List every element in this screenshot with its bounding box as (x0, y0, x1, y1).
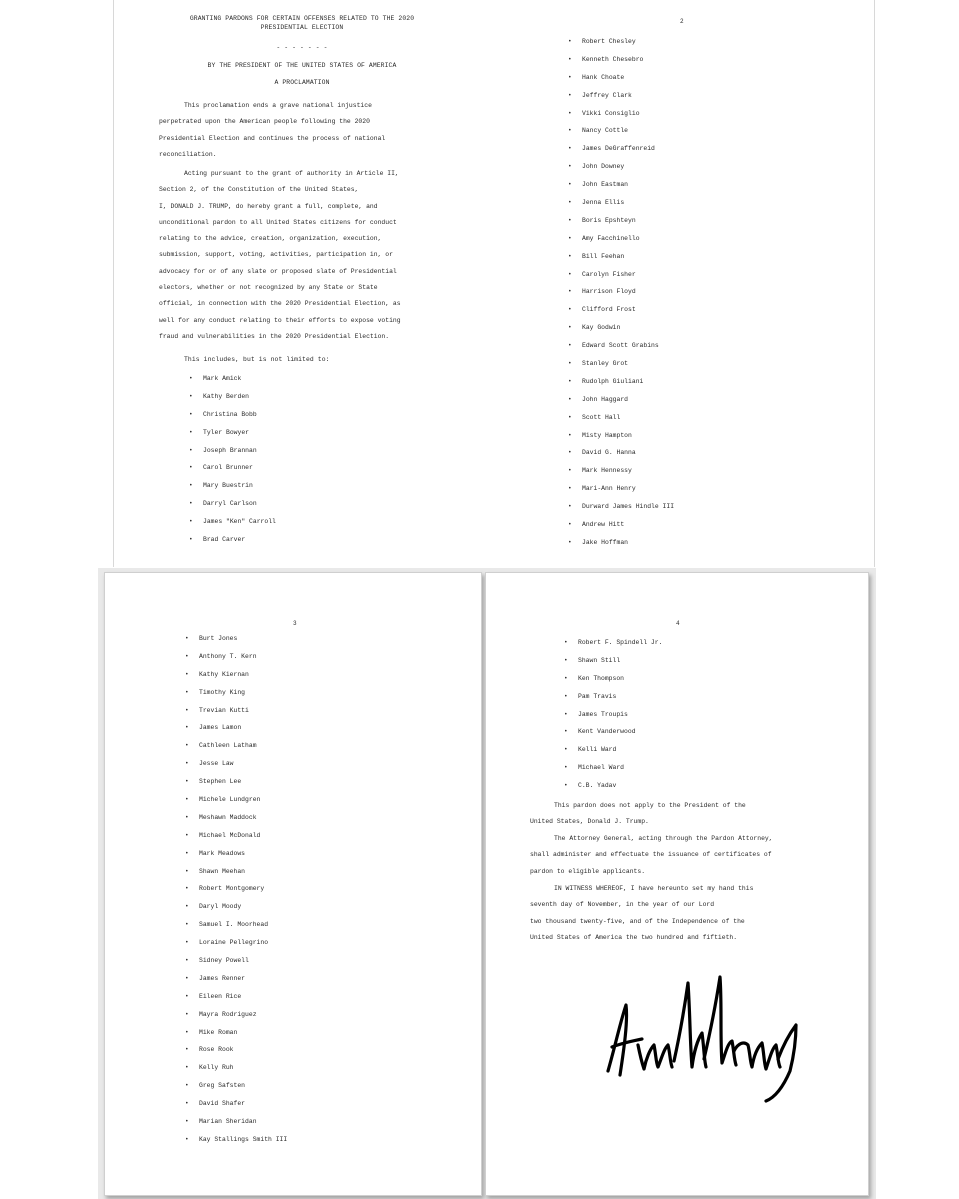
text-line: perpetrated upon the American people following the 2020 (159, 118, 370, 126)
list-item: • John Haggard (568, 396, 674, 414)
byline: BY THE PRESIDENT OF THE UNITED STATES OF AMERICA (207, 62, 397, 69)
document-page-1 (113, 0, 489, 567)
text-line: advocacy for or of any slate or proposed slate of Presidential (159, 267, 397, 275)
text-line: Presidential Election and continues the process of national (159, 134, 386, 142)
text-line: unconditional pardon to all United States citizens for conduct (159, 218, 397, 226)
signature-stroke (734, 1043, 780, 1069)
list-item: • Mark Meadows (185, 850, 287, 868)
list-item: • Daryl Moody (185, 903, 287, 921)
list-item: • Mark Amick (189, 375, 276, 393)
exclusion-paragraph (530, 798, 746, 831)
list-item: • Hank Choate (568, 74, 674, 92)
list-item: • Carolyn Fisher (568, 271, 674, 289)
list-item: • James DeGraffenreid (568, 145, 674, 163)
title-separator: - - - - - - - (276, 44, 328, 51)
list-item: • Eileen Rice (185, 993, 287, 1011)
list-item: • Harrison Floyd (568, 288, 674, 306)
list-item: • Darryl Carlson (189, 500, 276, 518)
list-item: • Tyler Bowyer (189, 429, 276, 447)
signature-stroke (704, 977, 736, 1065)
document-page-3 (104, 572, 482, 1196)
text-line: electors, whether or not recognized by any State or State (159, 284, 378, 292)
list-item: • Jeffrey Clark (568, 92, 674, 110)
list-item: • Andrew Hitt (568, 521, 674, 539)
list-item: • Kathy Berden (189, 393, 276, 411)
list-item: • Amy Facchinello (568, 235, 674, 253)
list-item: • Jesse Law (185, 760, 287, 778)
list-item: • Loraine Pellegrino (185, 939, 287, 957)
list-item: • Burt Jones (185, 635, 287, 653)
page-number: 4 (676, 620, 680, 627)
list-item: • James Renner (185, 975, 287, 993)
list-item: • Meshawn Maddock (185, 814, 287, 832)
list-item: • Mark Hennessy (568, 467, 674, 485)
text-line: well for any conduct relating to their efforts to expose voting (159, 316, 401, 324)
list-item: • Jake Hoffman (568, 539, 674, 557)
list-item: • Samuel I. Moorhead (185, 921, 287, 939)
list-item: • Mari-Ann Henry (568, 485, 674, 503)
list-item: • Ken Thompson (564, 675, 662, 693)
list-item: • Stephen Lee (185, 778, 287, 796)
text-line: reconciliation. (159, 150, 217, 158)
pardon-name-list-4 (564, 639, 662, 800)
list-item: • Christina Bobb (189, 411, 276, 429)
list-item: • Rudolph Giuliani (568, 378, 674, 396)
text-line: This proclamation ends a grave national injustice (184, 102, 372, 109)
intro-paragraph (159, 98, 385, 163)
list-item: • Misty Hampton (568, 432, 674, 450)
list-item: • Kay Stallings Smith III (185, 1136, 287, 1154)
list-item: • Cathleen Latham (185, 742, 287, 760)
list-item: • Edward Scott Grabins (568, 342, 674, 360)
pardon-name-list-1 (189, 375, 276, 554)
list-item: • Joseph Brannan (189, 447, 276, 465)
list-item: • Mike Roman (185, 1029, 287, 1047)
signature-stroke (608, 1005, 642, 1075)
list-item: • Greg Safsten (185, 1082, 287, 1100)
list-item: • Shawn Still (564, 657, 662, 675)
list-item: • Michael Ward (564, 764, 662, 782)
text-line: relating to the advice, creation, organization, execution, (159, 235, 382, 243)
list-item: • Kay Godwin (568, 324, 674, 342)
list-item: • Pam Travis (564, 693, 662, 711)
list-item: • Boris Epshteyn (568, 217, 674, 235)
list-item: • Kelli Ward (564, 746, 662, 764)
list-item: • Jenna Ellis (568, 199, 674, 217)
list-item: • John Downey (568, 163, 674, 181)
list-item: • Bill Feehan (568, 253, 674, 271)
list-item: • Kenneth Chesebro (568, 56, 674, 74)
list-item: • Kelly Ruh (185, 1064, 287, 1082)
text-line: United States of America the two hundred and fiftieth. (530, 933, 738, 941)
text-line: The Attorney General, acting through the Pardon Attorney, (554, 835, 773, 842)
title-line-2: PRESIDENTIAL ELECTION (260, 24, 344, 31)
text-line: United States, Donald J. Trump. (530, 818, 649, 826)
document-page-2 (492, 0, 875, 567)
list-item: • Durward James Hindle III (568, 503, 674, 521)
list-item: • Kent Vanderwood (564, 728, 662, 746)
signature-stroke (674, 983, 706, 1067)
document-page-4 (485, 572, 869, 1196)
text-line: submission, support, voting, activities, participation in, or (159, 251, 393, 259)
signature-stroke (766, 1025, 796, 1101)
list-item: • C.B. Yadav (564, 782, 662, 800)
page-number: 3 (293, 620, 297, 627)
signature-stroke (638, 1045, 672, 1069)
text-line: fraud and vulnerabilities in the 2020 Presidential Election. (159, 332, 390, 340)
list-item: • David Shafer (185, 1100, 287, 1118)
list-item: • James Troupis (564, 711, 662, 729)
list-item: • Scott Hall (568, 414, 674, 432)
attorney-general-paragraph (530, 831, 773, 880)
authority-paragraph (159, 166, 401, 345)
list-item: • David G. Hanna (568, 449, 674, 467)
list-item: • Timothy King (185, 689, 287, 707)
list-item: • Robert Chesley (568, 38, 674, 56)
list-item: • Sidney Powell (185, 957, 287, 975)
pardon-name-list-3 (185, 635, 287, 1154)
list-item: • Clifford Frost (568, 306, 674, 324)
list-item: • Kathy Kiernan (185, 671, 287, 689)
list-item: • Marian Sheridan (185, 1118, 287, 1136)
list-item: • Mayra Rodriguez (185, 1011, 287, 1029)
text-line: shall administer and effectuate the issuance of certificates of (530, 851, 772, 859)
list-item: • Nancy Cottle (568, 127, 674, 145)
text-line: Section 2, of the Constitution of the United States, (159, 186, 359, 194)
signature (598, 963, 808, 1103)
list-item: • Trevian Kutti (185, 707, 287, 725)
page-number: 2 (680, 18, 684, 25)
list-item: • Michele Lundgren (185, 796, 287, 814)
list-item: • Robert F. Spindell Jr. (564, 639, 662, 657)
list-item: • Robert Montgomery (185, 885, 287, 903)
text-line: IN WITNESS WHEREOF, I have hereunto set my hand this (554, 885, 754, 892)
text-line: Acting pursuant to the grant of authority in Article II, (184, 170, 399, 177)
title-line-1: GRANTING PARDONS FOR CERTAIN OFFENSES RELATED TO THE 2020 (189, 15, 415, 22)
list-item: • James Lamon (185, 724, 287, 742)
list-item: • Vikki Consiglio (568, 110, 674, 128)
list-item: • Stanley Grot (568, 360, 674, 378)
list-item: • Michael McDonald (185, 832, 287, 850)
text-line: I, DONALD J. TRUMP, do hereby grant a full, complete, and (159, 202, 378, 210)
list-item: • James "Ken" Carroll (189, 518, 276, 536)
includes-line: This includes, but is not limited to: (184, 356, 330, 363)
list-item: • Mary Buestrin (189, 482, 276, 500)
list-item: • Carol Brunner (189, 464, 276, 482)
list-item: • Rose Rook (185, 1046, 287, 1064)
list-item: • Anthony T. Kern (185, 653, 287, 671)
text-line: two thousand twenty-five, and of the Independence of the (530, 917, 745, 925)
text-line: seventh day of November, in the year of our Lord (530, 901, 715, 909)
text-line: official, in connection with the 2020 Presidential Election, as (159, 300, 401, 308)
pardon-name-list-2 (568, 38, 674, 557)
proclamation-heading: A PROCLAMATION (274, 79, 330, 86)
list-item: • Brad Carver (189, 536, 276, 554)
witness-paragraph (530, 881, 753, 946)
list-item: • John Eastman (568, 181, 674, 199)
text-line: pardon to eligible applicants. (530, 867, 646, 875)
text-line: This pardon does not apply to the President of the (554, 802, 746, 809)
signature-name (486, 573, 487, 574)
list-item: • Shawn Meehan (185, 868, 287, 886)
